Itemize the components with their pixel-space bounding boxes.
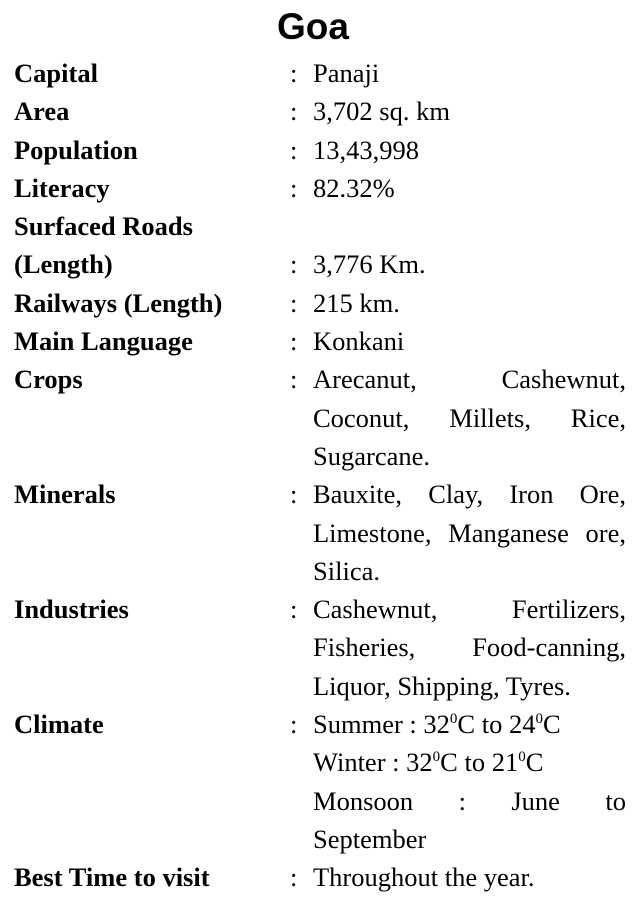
fact-label: Main Language (14, 326, 193, 357)
facts-table (14, 54, 626, 897)
temperature-unit: C (440, 747, 458, 778)
to-word: to (464, 747, 486, 778)
fact-label: (Length) (14, 249, 113, 280)
page-title: Goa (277, 6, 349, 47)
climate-winter-label: Winter : (313, 747, 400, 778)
fact-label: Best Time to visit (14, 862, 210, 893)
summer-high: 32 (423, 709, 450, 740)
to-word: to (481, 709, 503, 740)
summer-low: 24 (508, 709, 536, 740)
fact-label: Climate (14, 709, 104, 740)
fact-row-climate (14, 705, 626, 858)
climate-value (313, 705, 626, 858)
climate-summer-label: Summer : (313, 709, 417, 740)
degree-mark: 0 (535, 711, 543, 728)
fact-row-capital (14, 54, 626, 92)
fact-value: Bauxite, Clay, Iron Ore, Limestone, Manganese ore, Silica. (313, 479, 626, 586)
fact-value: Cashewnut, Fertilizers, Fisheries, Food-canning, Liquor, Shipping, Tyres. (313, 594, 626, 701)
fact-value: 82.32% (313, 172, 395, 203)
separator: : (290, 287, 298, 318)
fact-value: Konkani (313, 326, 405, 357)
temperature-unit: C (457, 709, 476, 740)
separator: : (290, 134, 298, 165)
fact-label: Area (14, 96, 70, 127)
winter-high: 32 (406, 747, 433, 778)
fact-label: Crops (14, 364, 83, 395)
degree-mark: 0 (449, 711, 458, 728)
fact-label: Population (14, 134, 138, 165)
separator: : (290, 594, 298, 625)
fact-label: Capital (14, 58, 98, 88)
separator: : (290, 249, 298, 280)
separator: : (290, 862, 298, 893)
separator: : (290, 172, 298, 203)
fact-label: Minerals (14, 479, 116, 510)
climate-winter (313, 743, 626, 781)
winter-low: 21 (491, 747, 519, 778)
fact-label: Railways (Length) (14, 287, 223, 318)
fact-value: 215 km. (313, 287, 400, 318)
fact-row-population (14, 131, 626, 169)
fact-label: Surfaced Roads (14, 211, 193, 242)
temperature-unit: C (525, 747, 544, 778)
temperature-unit: C (542, 709, 561, 740)
separator: : (290, 364, 298, 395)
fact-value: Arecanut, Cashewnut, Coconut, Millets, Rice, Sugarcane. (313, 364, 626, 471)
fact-value: Throughout the year. (313, 862, 535, 893)
fact-row-literacy (14, 169, 626, 207)
separator: : (290, 58, 298, 88)
separator: : (290, 326, 298, 357)
fact-row-railways (14, 284, 626, 322)
fact-row-crops (14, 360, 626, 475)
climate-summer (313, 705, 626, 743)
degree-mark: 0 (518, 749, 526, 766)
fact-row-minerals (14, 475, 626, 590)
fact-row-surfaced-roads (14, 207, 626, 245)
fact-label: Literacy (14, 172, 110, 203)
degree-mark: 0 (432, 749, 441, 766)
fact-value: 3,702 sq. km (313, 96, 450, 127)
fact-row-main-language (14, 322, 626, 360)
fact-label: Industries (14, 594, 129, 625)
separator: : (290, 709, 298, 740)
fact-row-area (14, 92, 626, 130)
fact-value: 13,43,998 (313, 134, 419, 165)
fact-value: 3,776 Km. (313, 249, 426, 280)
climate-monsoon: Monsoon : June to September (313, 785, 626, 854)
fact-value: Panaji (313, 58, 380, 88)
separator: : (290, 479, 298, 510)
fact-row-roads-length (14, 245, 626, 283)
fact-row-industries (14, 590, 626, 705)
fact-row-best-time (14, 858, 626, 896)
separator: : (290, 96, 298, 127)
